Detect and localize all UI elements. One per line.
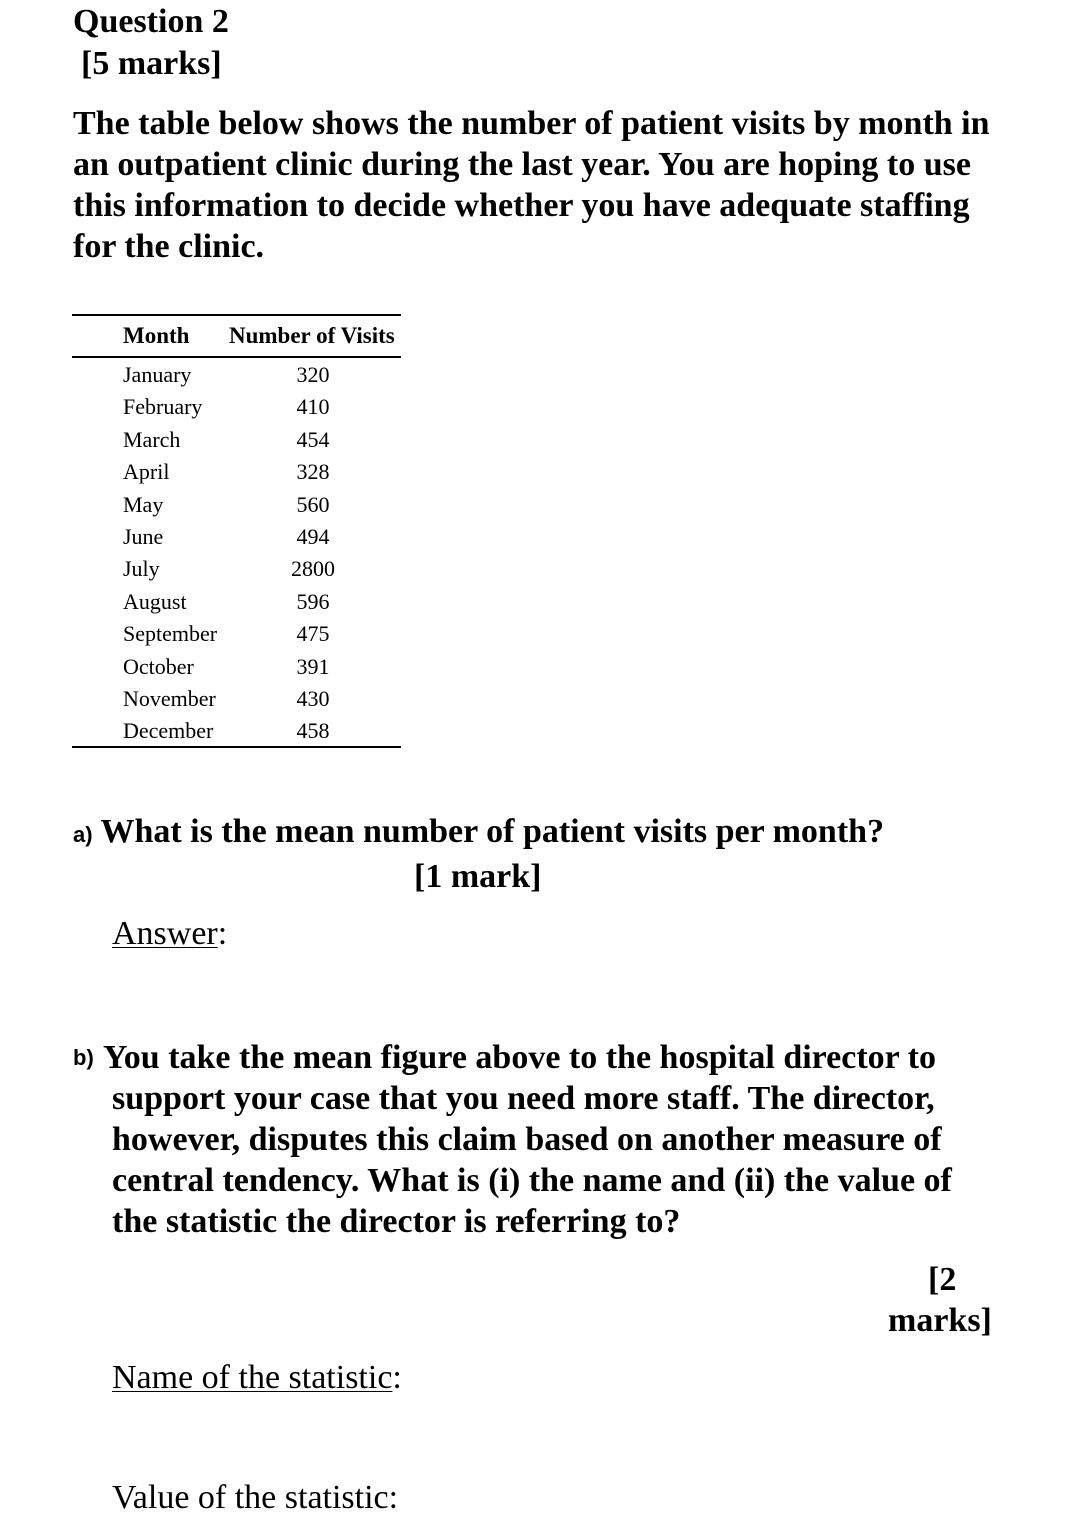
- table-header-rule: [72, 356, 401, 358]
- table-top-rule: [72, 314, 401, 316]
- visits-cell: 410: [296, 394, 330, 420]
- part-a-label: a): [73, 822, 93, 847]
- month-cell: October: [123, 653, 194, 679]
- intro-line: The table below shows the number of patient visits by month in: [73, 105, 990, 142]
- answer-field[interactable]: [112, 914, 227, 954]
- part-a-marks: [1 mark]: [414, 858, 542, 895]
- question-intro: [73, 103, 1053, 267]
- visits-cell: 494: [296, 524, 330, 549]
- visits-cell: 328: [296, 459, 330, 485]
- month-cell: July: [123, 556, 160, 582]
- table-row: [72, 521, 401, 553]
- part-b-marks-line2: marks]: [888, 1302, 992, 1339]
- month-cell: December: [123, 718, 214, 744]
- header-visits: Number of Visits: [229, 323, 395, 348]
- table-row: [72, 683, 401, 715]
- part-b-line: however, disputes this claim based on another measure of: [112, 1121, 942, 1158]
- table-row: [72, 553, 401, 585]
- answer-colon: :: [217, 915, 228, 952]
- statistic-value-field[interactable]: [112, 1478, 398, 1518]
- visits-cell: 430: [296, 686, 330, 711]
- visits-cell: 2800: [291, 556, 335, 582]
- part-b-marks-line1: [2: [928, 1261, 957, 1298]
- statistic-name-colon: :: [392, 1359, 402, 1396]
- visits-cell: 391: [296, 653, 330, 679]
- month-cell: March: [123, 426, 181, 452]
- intro-line: this information to decide whether you have adequate staffing: [73, 187, 970, 224]
- part-b-label: b): [73, 1045, 94, 1070]
- month-cell: November: [123, 686, 216, 711]
- question-title: Question 2: [73, 3, 229, 40]
- table-row: [72, 651, 401, 683]
- visits-cell: 320: [296, 362, 330, 387]
- table-row: [72, 489, 401, 521]
- intro-line: an outpatient clinic during the last year. You are hoping to use: [73, 146, 971, 183]
- statistic-name-field[interactable]: [112, 1358, 402, 1398]
- table-bottom-rule: [72, 746, 401, 748]
- statistic-value-label: Value of the statistic:: [112, 1479, 399, 1516]
- month-cell: August: [123, 588, 187, 614]
- month-cell: January: [123, 362, 192, 387]
- table-row: [72, 618, 401, 650]
- part-b-text: [112, 1078, 952, 1242]
- part-b-line: the statistic the director is referring to?: [112, 1203, 681, 1240]
- question-marks: [5 marks]: [81, 45, 222, 82]
- visits-cell: 454: [296, 426, 330, 452]
- visits-cell: 475: [296, 621, 330, 647]
- table-row: [72, 391, 401, 423]
- table-row: [72, 715, 401, 747]
- header-month: Month: [123, 323, 190, 348]
- table-row: [72, 456, 401, 488]
- visits-cell: 458: [296, 718, 330, 744]
- part-b-line: support your case that you need more staff. The director,: [112, 1080, 935, 1117]
- statistic-name-label: Name of the statistic: [112, 1359, 393, 1396]
- table-row: [72, 424, 401, 456]
- month-cell: February: [123, 394, 203, 420]
- visits-cell: 560: [296, 491, 330, 517]
- table-row: [72, 586, 401, 618]
- answer-label: Answer: [112, 915, 218, 952]
- part-b-first-line: You take the mean figure above to the hospital director to: [103, 1039, 936, 1076]
- intro-line: for the clinic.: [73, 228, 265, 265]
- part-a-question: [73, 812, 884, 855]
- month-cell: June: [123, 524, 164, 549]
- month-cell: May: [123, 491, 164, 517]
- month-cell: April: [123, 459, 170, 485]
- part-a-text: What is the mean number of patient visits per month?: [100, 813, 885, 850]
- table-row: [72, 359, 401, 391]
- visits-cell: 596: [296, 588, 330, 614]
- month-cell: September: [123, 621, 218, 647]
- part-b-line: central tendency. What is (i) the name and (ii) the value of: [112, 1162, 952, 1199]
